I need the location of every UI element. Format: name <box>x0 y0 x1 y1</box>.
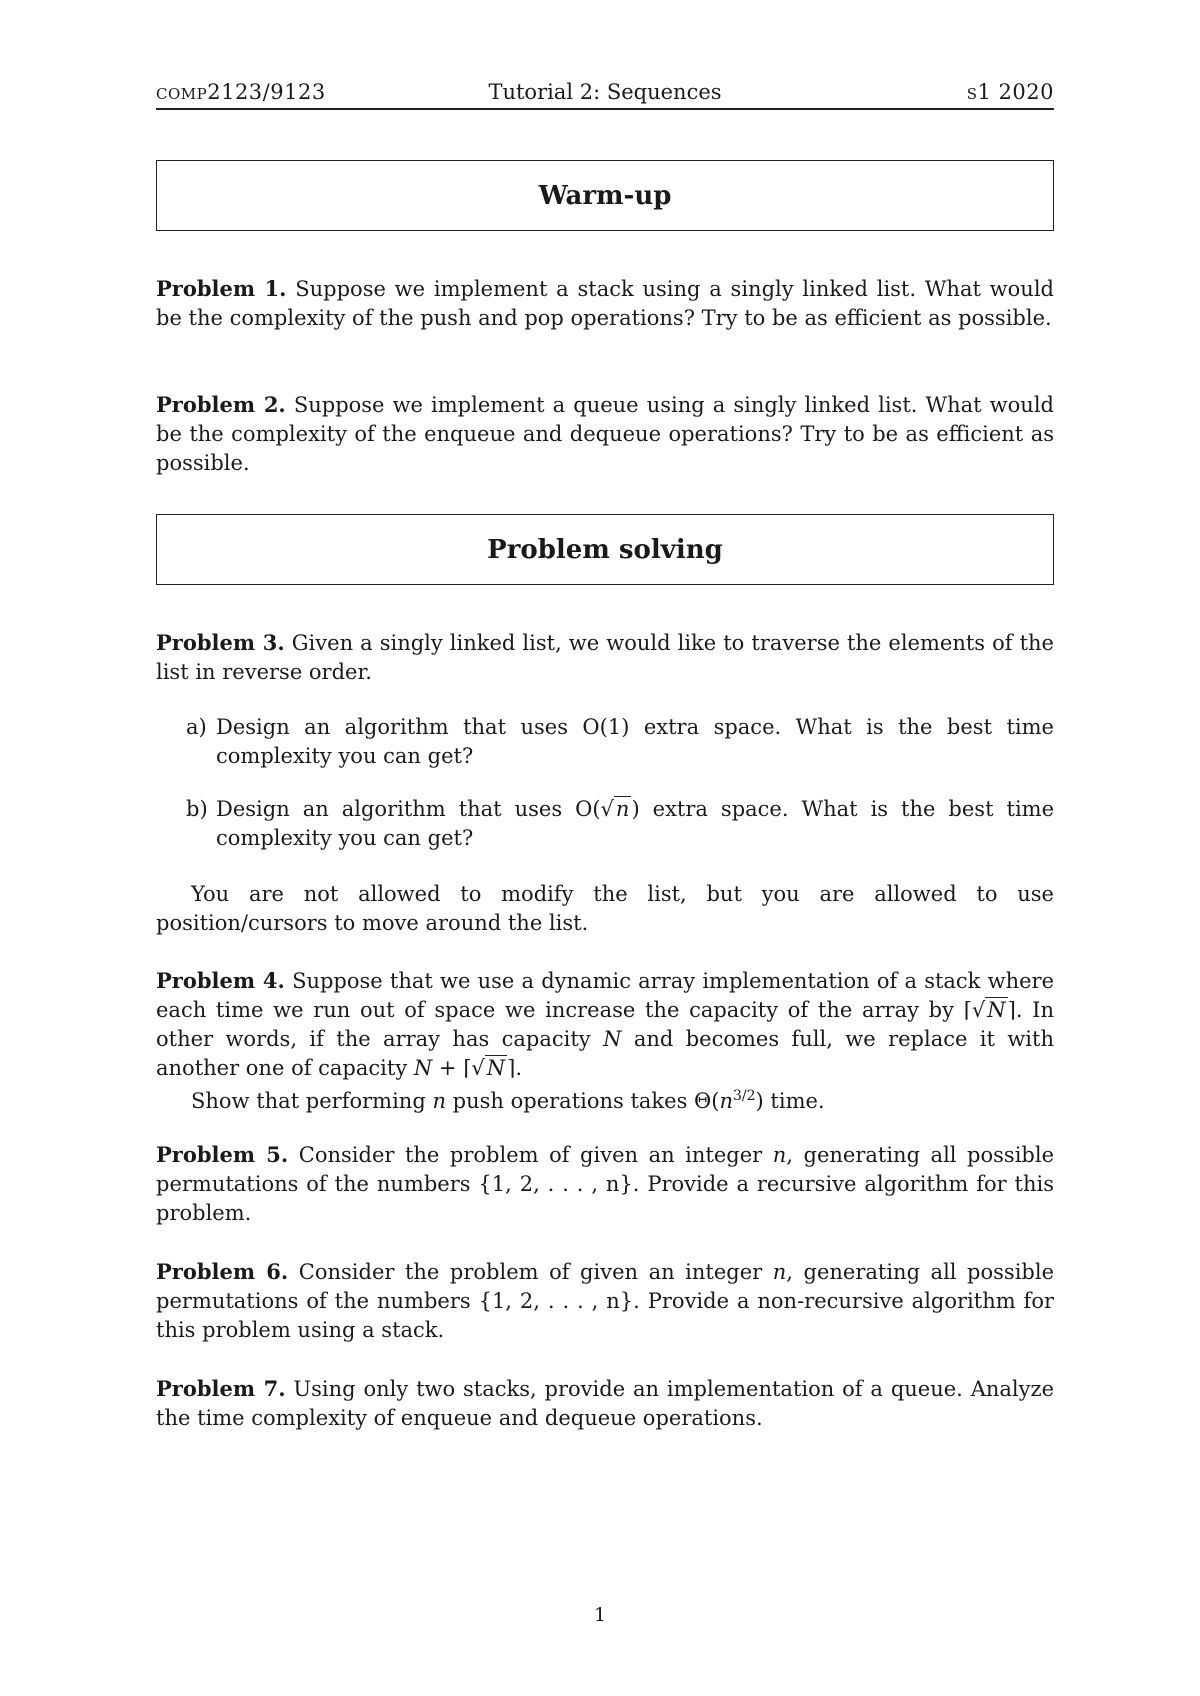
problem-1-label: Problem 1. <box>156 276 287 301</box>
problem-5-text1: Consider the problem of given an integer <box>298 1143 763 1167</box>
capacity-expr: N + ⌈√N⌉. <box>413 1056 523 1080</box>
section-problem-solving-title: Problem solving <box>487 534 723 565</box>
problem-4-show <box>156 1082 1054 1116</box>
section-problem-solving <box>156 514 1054 585</box>
running-header <box>156 80 1054 110</box>
problem-4-text1: Suppose that we use a dynamic array implementation of a stack where each time we run out of space we increase the capacity of the array by <box>156 969 1054 1022</box>
theta-expr: $\Theta(n^{3/2})$ <box>694 1088 764 1113</box>
item-b-body <box>216 795 1054 853</box>
problem-3 <box>156 628 1054 687</box>
var-n: n <box>432 1089 446 1113</box>
problem-6-text1: Consider the problem of given an integer <box>298 1260 763 1284</box>
problem-3-text: Given a singly linked list, we would like to traverse the elements of the list in reverse order. <box>156 631 1054 684</box>
problem-5-label: Problem 5. <box>156 1142 289 1167</box>
problem-1 <box>156 274 1054 333</box>
problem-6-text2: , generating all possible permutations of the numbers <box>156 1260 1055 1313</box>
item-b-math-sqrt-n: O(√n) <box>575 797 640 821</box>
problem-6 <box>156 1257 1054 1345</box>
problem-7 <box>156 1374 1054 1433</box>
problem-5-set: {1, 2, . . . , n} <box>478 1172 633 1196</box>
item-b-post: extra space. What is the best time complexity you can get? <box>216 797 1054 850</box>
problem-5-text2: , generating all possible permutations of the numbers <box>156 1143 1055 1196</box>
problem-4-text3: and becomes full, we replace it with another one of capacity <box>156 1027 1054 1080</box>
problem-3-note: You are not allowed to modify the list, but you are allowed to use position/cursors to move around the list. <box>156 882 1054 935</box>
var-n-6: n <box>772 1260 787 1284</box>
section-warmup <box>156 160 1054 231</box>
problem-2 <box>156 390 1054 478</box>
problem-2-label: Problem 2. <box>156 392 286 417</box>
problem-4-show-post: time. <box>770 1089 825 1113</box>
problem-5 <box>156 1140 1054 1228</box>
item-a-math: O(1) <box>582 715 630 739</box>
problem-1-text: Suppose we implement a stack using a singly linked list. What would be the complexity of the push and pop operations? Try to be as efficient as possible. <box>156 277 1054 330</box>
problem-7-text: Using only two stacks, provide an implementation of a queue. Analyze the time complexity of enqueue and dequeue operations. <box>156 1377 1054 1430</box>
problem-4 <box>156 966 1054 1083</box>
section-warmup-title: Warm-up <box>538 180 672 211</box>
problem-7-label: Problem 7. <box>156 1376 286 1401</box>
problem-4-show-mid: push operations takes <box>452 1089 688 1113</box>
problem-2-text: Suppose we implement a queue using a singly linked list. What would be the complexity of the enqueue and dequeue operations? Try to be as efficient as possible. <box>156 393 1054 475</box>
problem-4-text2: . In other words, if the array has capacity <box>156 998 1054 1051</box>
var-n-5: n <box>772 1143 787 1167</box>
tutorial-title: Tutorial 2: Sequences <box>488 80 722 104</box>
problem-6-label: Problem 6. <box>156 1259 289 1284</box>
item-a-post: extra space. What is the best time complexity you can get? <box>216 715 1054 768</box>
course-code: comp2123/9123 <box>156 80 326 104</box>
item-a-body <box>216 713 1054 771</box>
problem-6-text3: . Provide a non-recursive algorithm for this problem using a stack. <box>156 1289 1055 1342</box>
term-label: s1 2020 <box>966 80 1054 104</box>
item-b-pre: Design an algorithm that uses <box>216 797 563 821</box>
problem-5-text3: . Provide a recursive algorithm for this problem. <box>156 1172 1054 1225</box>
ceil-sqrt-N: ⌈√N⌉ <box>963 998 1016 1022</box>
problem-4-label: Problem 4. <box>156 968 285 993</box>
item-b-marker: b) <box>186 797 208 821</box>
var-N: N <box>603 1027 622 1051</box>
problem-6-set: {1, 2, . . . , n} <box>478 1289 634 1313</box>
item-a-marker: a) <box>186 715 207 739</box>
page-number: 1 <box>593 1604 607 1626</box>
problem-3-label: Problem 3. <box>156 630 285 655</box>
problem-4-show-pre: Show that performing <box>191 1089 426 1113</box>
item-a-pre: Design an algorithm that uses <box>216 715 568 739</box>
